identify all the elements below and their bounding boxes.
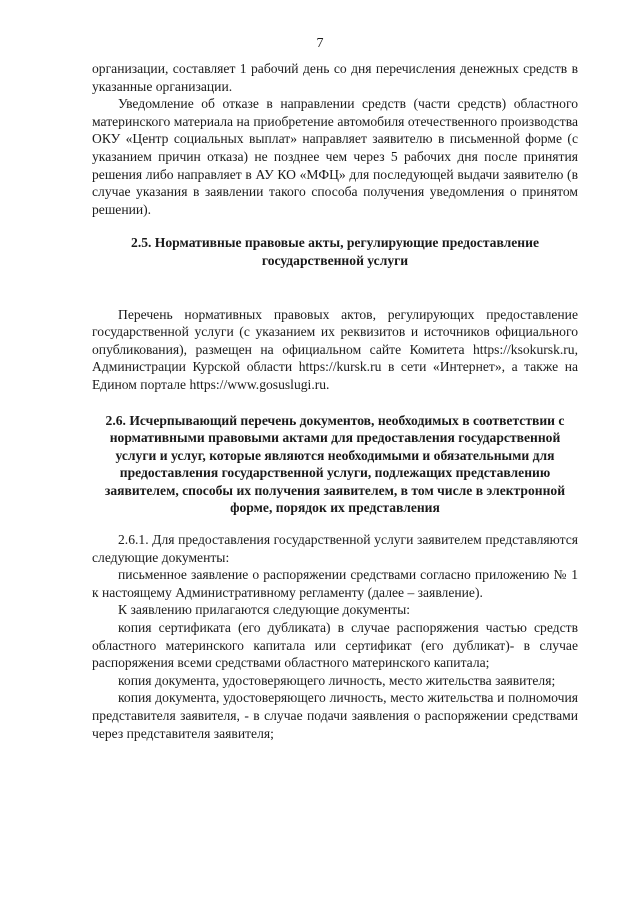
document-body xyxy=(92,60,578,742)
paragraph-identity-copy: копия документа, удостоверяющего личность, место жительства заявителя; xyxy=(118,672,556,688)
section-heading-2-6: 2.6. Исчерпывающий перечень документов, необходимых в соответствии с нормативными правовыми актами для предоставления государственной услуги и услуг, которые являются необходимыми и обязательными для предоставления государственной услуги, подлежащих представлению заявителем, способы их получения заявителем, в том числе в электронной форме, порядок их представления xyxy=(104,412,566,516)
paragraph-representative-copy: копия документа, удостоверяющего личность, место жительства и полномочия представителя заявителя, - в случае подачи заявления о распоряжении средствами через представителя заявителя; xyxy=(92,690,578,741)
paragraph-legal-acts: Перечень нормативных правовых актов, регулирующих предоставление государственной услуги (с указанием их реквизитов и источников официального опубликования), размещен на официальном сайте Комитета https://ksokursk.ru, Администрации Курской области https://kursk.ru в сети «Интернет», а также на Едином портале https://www.gosuslugi.ru. xyxy=(92,306,578,392)
paragraph-refusal-notice: Уведомление об отказе в направлении средств (части средств) областного материнского материала на приобретение автомобиля отечественного производства ОКУ «Центр социальных выплат» направляет заявителю в письменной форме (с указанием причин отказа) не позднее чем через 5 рабочих дня после принятия решения либо направляет в АУ КО «МФЦ» для последующей выдачи заявителю (в случае указания в заявлении такого способа получения уведомления о принятом решении). xyxy=(92,96,578,217)
section-heading-2-5: 2.5. Нормативные правовые акты, регулирующие предоставление государственной услуги xyxy=(131,235,539,268)
paragraph-application: письменное заявление о распоряжении средствами согласно приложению № 1 к настоящему Административному регламенту (далее – заявление). xyxy=(92,567,578,600)
page-number: 7 xyxy=(316,36,324,51)
paragraph-continuation: организации, составляет 1 рабочий день со дня перечисления денежных средств в указанные организации. xyxy=(92,61,578,94)
paragraph-certificate-copy: копия сертификата (его дубликата) в случае распоряжения частью средств областного материнского капитала или сертификат (его дубликат)- в случае распоряжения всеми средствами областного материнского капитала; xyxy=(92,620,578,671)
paragraph-attachments-intro: К заявлению прилагаются следующие документы: xyxy=(118,602,411,618)
paragraph-2-6-1: 2.6.1. Для предоставления государственной услуги заявителем представляются следующие документы: xyxy=(92,532,578,565)
